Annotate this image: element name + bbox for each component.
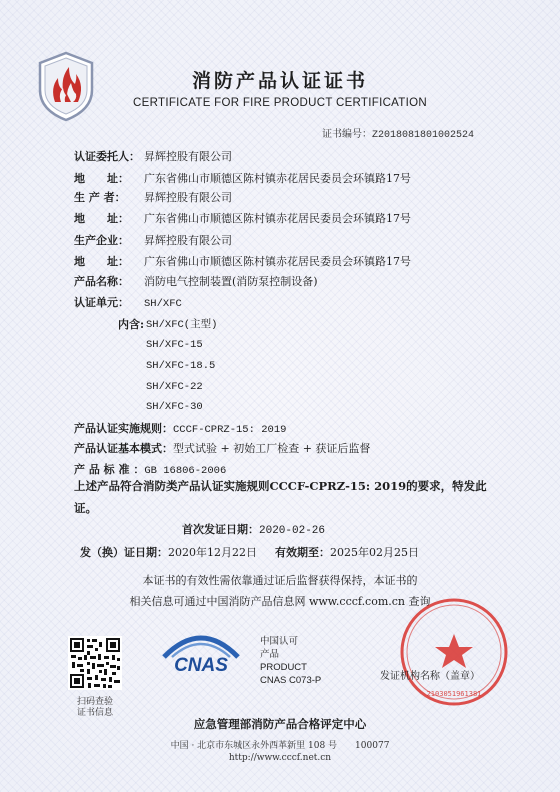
field-value: GB 16806-2006 [144, 465, 227, 477]
field-address-manufacturer [74, 253, 411, 269]
unit-item: SH/XFC(主型) [146, 319, 218, 331]
field-label: 地 址： [74, 212, 129, 225]
first-issue-date [182, 521, 325, 537]
field-value: 广东省佛山市顺德区陈村镇赤花居民委员会环镇路17号 [144, 172, 411, 185]
field-value: 昇辉控股有限公司 [144, 191, 232, 204]
unit-item: SH/XFC-18.5 [146, 360, 216, 372]
certificate-number [322, 125, 474, 141]
field-label: 地 址： [74, 255, 129, 268]
certificate-number-value: Z2018081801002524 [372, 130, 475, 141]
field-product-name [74, 273, 318, 289]
field-label: 产品认证基本模式： [74, 442, 173, 455]
unit-item: SH/XFC-15 [146, 339, 203, 351]
issue-date-value: 2020年12月22日 [168, 546, 257, 559]
valid-until-value: 2025年02月25日 [330, 546, 419, 559]
field-implementation-rules [74, 420, 286, 436]
seal-serial: 2103051961381 [426, 690, 482, 698]
organization-address: 中国 · 北京市东城区永外西革新里 108 号 100077 [170, 741, 390, 751]
validity-note-line2: 相关信息可通过中国消防产品信息网 www.cccf.com.cn 查询 [129, 595, 431, 608]
field-certification-unit [74, 294, 182, 310]
unit-item: SH/XFC-30 [146, 401, 203, 413]
field-certification-mode [74, 440, 370, 456]
units-contains-label: 内含: [118, 318, 145, 331]
field-value: CCCF-CPRZ-15: 2019 [173, 424, 287, 436]
field-value: 广东省佛山市顺德区陈村镇赤花居民委员会环镇路17号 [144, 212, 411, 225]
field-value: SH/XFC [144, 298, 182, 310]
field-address-producer [74, 210, 411, 226]
cnas-logo-text: CNAS [174, 655, 228, 676]
field-label: 认证委托人： [74, 150, 140, 163]
qr-caption-line1: 扫码查验 [76, 697, 113, 707]
certification-statement: 上述产品符合消防类产品认证实施规则CCCF-CPRZ-15: 2019的要求，特发此证。 [74, 479, 487, 515]
certificate-title-en: CERTIFICATE FOR FIRE PRODUCT CERTIFICATION [133, 97, 427, 109]
field-producer [74, 189, 232, 205]
qr-code-icon[interactable] [68, 636, 122, 690]
field-manufacturer [74, 232, 232, 248]
certificate-number-label: 证书编号： [322, 129, 372, 140]
unit-item: SH/XFC-22 [146, 381, 203, 393]
cnas-line1: 中国认可 [260, 636, 299, 647]
field-label: 生产企业： [74, 234, 129, 247]
field-value: 消防电气控制装置(消防泵控制设备) [144, 275, 318, 288]
field-label: 产 品 标 准 ： [74, 463, 145, 476]
cnas-logo-icon [158, 627, 244, 679]
field-address-entrusting [74, 170, 411, 186]
qr-caption-line2: 证书信息 [76, 708, 113, 718]
issue-date-label: 发（换）证日期： [80, 546, 168, 559]
validity-note-line1: 本证书的有效性需依靠通过证后监督获得保持，本证书的 [142, 574, 418, 587]
field-label: 生 产 者： [74, 191, 126, 204]
organization-url[interactable]: http://www.cccf.net.cn [228, 753, 332, 763]
cnas-accreditation-text [260, 635, 321, 687]
field-label: 产品名称： [74, 275, 129, 288]
field-value: 昇辉控股有限公司 [144, 234, 232, 247]
first-issue-date-label: 首次发证日期： [182, 523, 259, 536]
cnas-line3: PRODUCT [260, 662, 307, 673]
field-label: 认证单元： [74, 296, 129, 309]
first-issue-date-value: 2020-02-26 [259, 525, 326, 537]
valid-until-label: 有效期至： [275, 546, 330, 559]
certificate-title-cn: 消防产品认证证书 [191, 70, 368, 92]
field-entrusting-party [74, 148, 232, 164]
field-value: 型式试验 + 初始工厂检查 + 获证后监督 [173, 442, 371, 455]
cnas-line4: CNAS C073-P [260, 675, 322, 686]
field-label: 产品认证实施规则： [74, 422, 173, 435]
issuing-authority-label: 发证机构名称（盖章） [380, 671, 480, 682]
field-label: 地 址： [74, 172, 129, 185]
field-value: 昇辉控股有限公司 [144, 150, 232, 163]
issue-and-valid-dates [80, 544, 419, 560]
issuing-organization: 应急管理部消防产品合格评定中心 [193, 717, 367, 731]
official-seal-icon [398, 596, 510, 708]
cnas-line2: 产品 [260, 649, 280, 660]
field-value: 广东省佛山市顺德区陈村镇赤花居民委员会环镇路17号 [144, 255, 411, 268]
